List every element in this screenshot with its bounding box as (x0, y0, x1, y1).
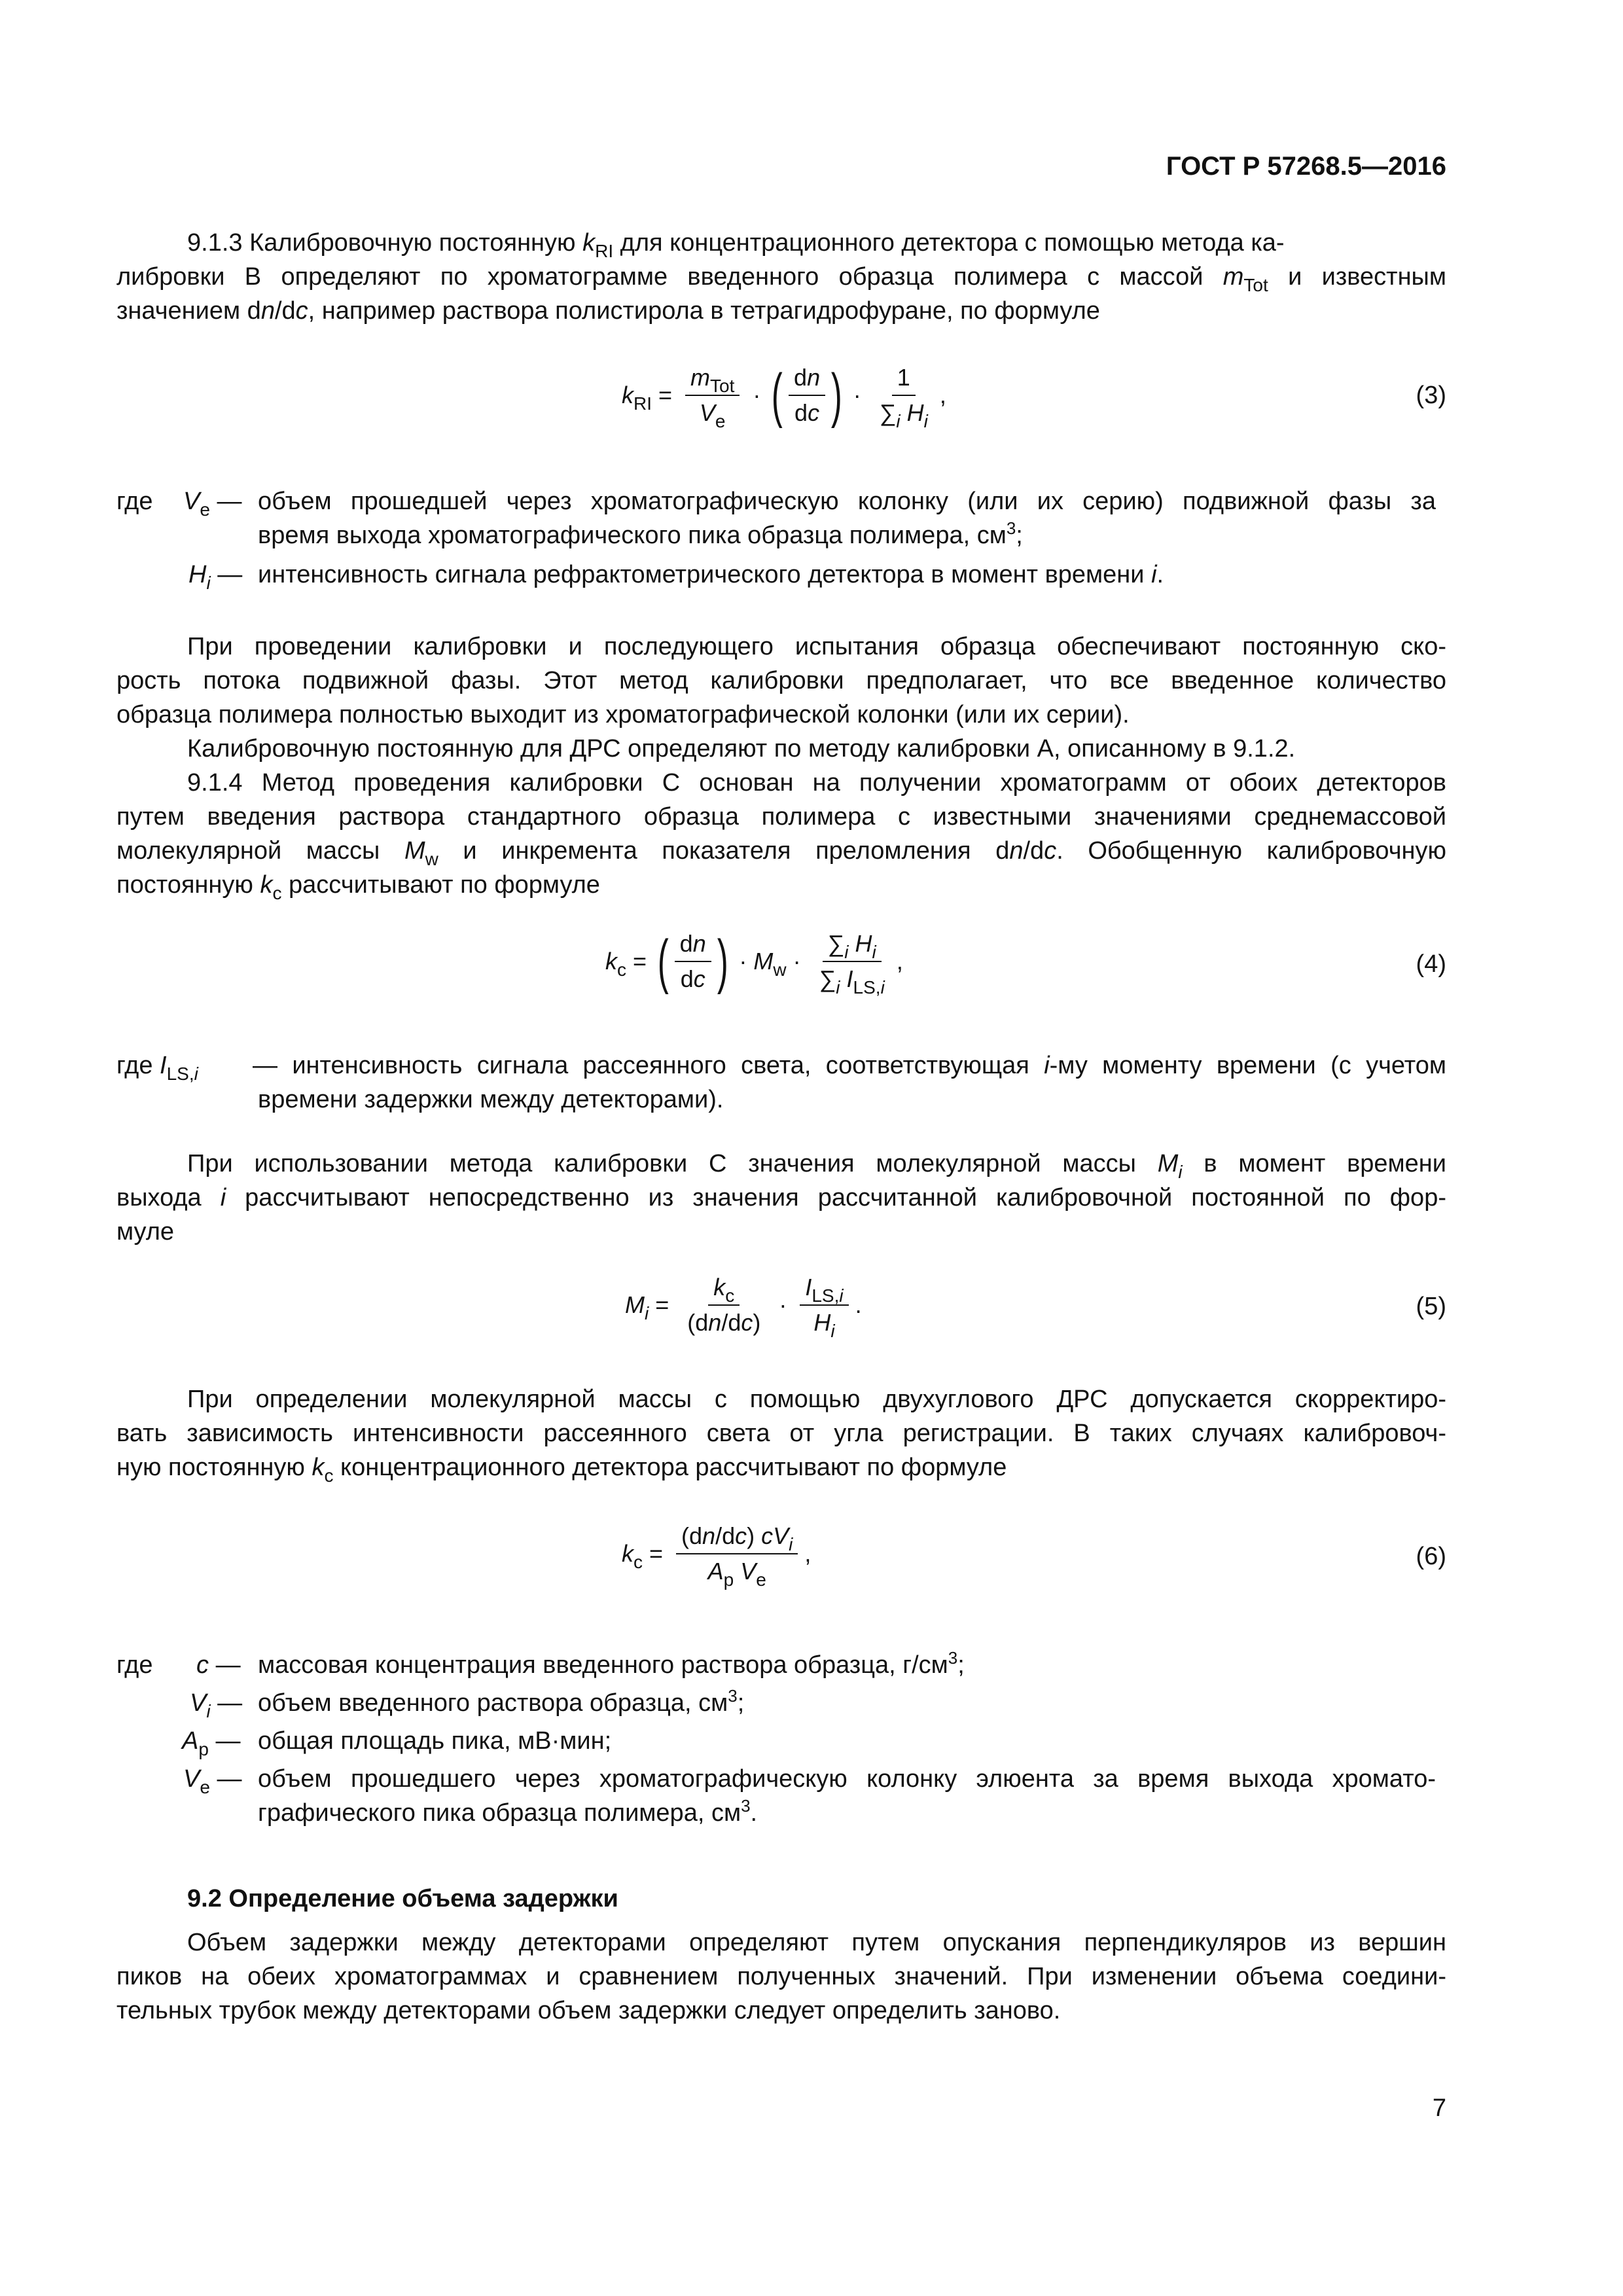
paragraph-9-1-3 (116, 226, 1446, 328)
p913-line3: значением dn/dc, например раствора полистирола в тетрагидрофуране, по формуле (116, 297, 1100, 325)
twoangle-line1: При определении молекулярной массы с помощью двухуглового ДРС допускается скорректиро- (187, 1386, 1446, 1413)
var-ve: $V_e$ — (183, 488, 242, 520)
methodc-line3: муле (116, 1218, 175, 1246)
where-block-1 (116, 484, 1452, 593)
vi-description: объем введенного раствора образца, $см^3$; (258, 1686, 745, 1717)
formula-3-number: (3) (1416, 382, 1446, 409)
formula-4-number: (4) (1416, 950, 1446, 978)
ve2-description-1: объем прошедшего через хроматографическую колонку элюента за время выхода хромато- (258, 1765, 1436, 1793)
s92-line2: пиков на обеих хроматограммах и сравнением полученных значений. При изменении объема соедини- (116, 1963, 1446, 1990)
ap-description: общая площадь пика, мВ·мин; (258, 1727, 612, 1755)
where-label: где (116, 488, 153, 515)
paragraph-two-angle (116, 1382, 1446, 1484)
c-description: массовая концентрация введенного раствора образца, $г/см^3$; (258, 1648, 965, 1679)
where-label-2: где $I_{LS,i}$ (116, 1052, 198, 1084)
var-c: c — (196, 1651, 241, 1679)
p914-line3: молекулярной массы $M_w$ и инкремента показателя преломления dn/dc. Обобщенную калибровочную (116, 837, 1446, 869)
where-block-2 (116, 1049, 1452, 1121)
paragraph-9-2 (116, 1926, 1446, 2028)
p914-line4: постоянную $k_c$ рассчитывают по формуле (116, 871, 600, 903)
s92-line1: Объем задержки между детекторами определяют путем опускания перпендикуляров из вершин (187, 1929, 1446, 1956)
hi-description: интенсивность сигнала рефрактометрического детектора в момент времени i. (258, 561, 1164, 588)
ve-description-1: объем прошедшей через хроматографическую колонку (или их серию) подвижной фазы за (258, 488, 1436, 515)
var-hi: $H_i$ — (188, 561, 243, 593)
paragraph-9-1-4 (116, 766, 1446, 902)
ils-description-2: времени задержки между детекторами). (258, 1086, 724, 1113)
twoangle-line3: ную постоянную $k_c$ концентрационного детектора рассчитывают по формуле (116, 1454, 1007, 1486)
calib-line1: При проведении калибровки и последующего испытания образца обеспечивают постоянную ско- (187, 633, 1446, 660)
formula-3: $k_{RI}$ = $\frac{m_{Tot}}{V_e}$ · ( $\frac{dn}{dc}$ ) · $\frac{1}{\sum_i H_i}$ , (622, 362, 946, 431)
formula-4: $k_c$ = ( $\frac{dn}{dc}$ ) · $M_w$ · $\frac{\sum_i H_i}{\sum_i I_{LS,i}}$ , (605, 928, 903, 997)
where-block-3 (116, 1648, 1452, 1831)
document-header: ГОСТ Р 57268.5—2016 (1166, 152, 1446, 181)
calib-line4: Калибровочную постоянную для ДРС определяют по методу калибровки А, описанному в 9.1.2. (187, 735, 1296, 762)
where-label-3: где (116, 1651, 153, 1679)
page-number: 7 (1432, 2094, 1446, 2122)
var-vi: $V_i$ — (190, 1689, 243, 1721)
ve2-description-2: графического пика образца полимера, $см^3$. (258, 1796, 758, 1827)
paragraph-method-c (116, 1147, 1446, 1249)
p914-line2: путем введения раствора стандартного образца полимера с известными значениями среднемассовой (116, 803, 1446, 831)
calib-line3: образца полимера полностью выходит из хроматографической колонки (или их серии). (116, 701, 1130, 728)
paragraph-calibration (116, 630, 1446, 766)
s92-line3: тельных трубок между детекторами объем задержки следует определить заново. (116, 1997, 1061, 2024)
methodc-line2: выхода i рассчитывают непосредственно из значения рассчитанной калибровочной постоянной по фор- (116, 1184, 1446, 1211)
p913-line2: либровки В определяют по хроматограмме введенного образца полимера с массой $m_{Tot}$ и известным (116, 263, 1446, 295)
section-9-2-title: 9.2 Определение объема задержки (187, 1885, 618, 1912)
ve-description-2: время выхода хроматографического пика образца полимера, $см^3$; (258, 518, 1023, 549)
calib-line2: рость потока подвижной фазы. Этот метод калибровки предполагает, что все введенное количество (116, 667, 1446, 694)
ils-description-1: — интенсивность сигнала рассеянного света, соответствующая i-му моменту времени (с учетом (253, 1052, 1446, 1079)
formula-5: $M_i$ = $\frac{k_c}{(dn/dc)}$ · $\frac{I_{LS,i}}{H_i}$ . (625, 1274, 862, 1341)
methodc-line1: При использовании метода калибровки С значения молекулярной массы $M_i$ в момент времени (187, 1150, 1446, 1182)
formula-6-number: (6) (1416, 1543, 1446, 1570)
p914-line1: 9.1.4 Метод проведения калибровки С основан на получении хроматограмм от обоих детекторов (187, 769, 1446, 797)
formula-5-number: (5) (1416, 1293, 1446, 1320)
var-ve-2: $V_e$ — (183, 1765, 242, 1797)
formula-6: $k_c$ = $\frac{(dn/dc) cV_i}{A_p V_e}$ , (622, 1522, 812, 1590)
twoangle-line2: вать зависимость интенсивности рассеянного света от угла регистрации. В таких случаях калибровоч- (116, 1420, 1446, 1447)
p913-line1: 9.1.3 Калибровочную постоянную $k_{RI}$ для концентрационного детектора с помощью метода ка- (187, 229, 1285, 261)
var-ap: $A_p$ — (182, 1727, 241, 1759)
